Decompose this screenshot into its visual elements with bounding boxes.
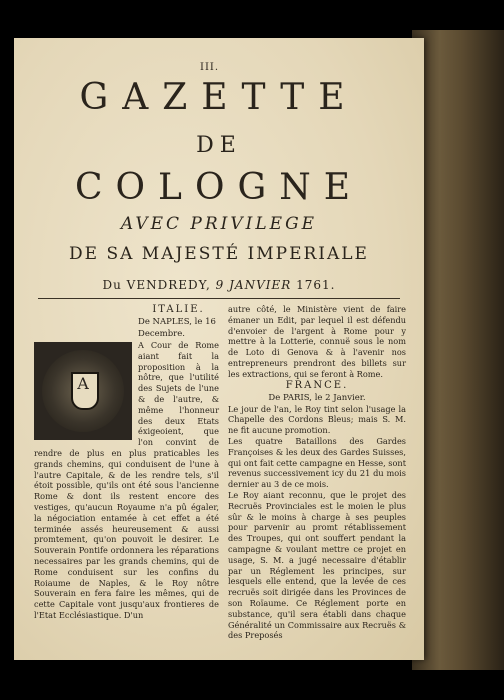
newspaper-page [14, 38, 424, 660]
date-day: 9 JANVIER [215, 278, 292, 292]
article-paris-3: Le Roy aiant reconnu, que le projet des Recruës Provinciales est le moien le plus sûr & le moins à charge à ses peuples pour parvenir au promt rétablissement des Troupes, qui ont souffert pendant la campagne & voulant mettre ce projet en usage, S. M. a jugé necessaire d'établir par un Réglement les principes, sur lesquels elle entend, que la levée de ces recruës soit dirigée dans les Provinces de son Roïaume. Ce Réglement porte en substance, qu'il sera établi dans chaque Généralité un Commissaire aux Recruës & des Preposés [228, 489, 406, 641]
article-naples: A Cour de Rome aiant fait la proposition à la nôtre, que l'utilité des Sujets de l'une & de l'autre, & même l'honneur des deux Etats éxigeoient, que l'on convint de rendre de plus en plus praticables les grands chemins, qui conduisent de l'une à l'autre Capitale, & de les rendre tels, s'il étoit possible, qu'ils ont été sous l'ancienne Rome & dont ils restent encore des vestiges, qu'aucun Royaume n'a pû égaler, la négociation entamée à cet effet a été terminée assés heureusement & aussi promtement, qu'on pouvoit le desirer. Le Souverain Pontife ordonnera les réparations necessaires par les grands chemins, qui de Rome conduisent sur les confins du Roiaume de Naples, & le Roy nôtre Souverain en fera faire les mêmes, qui de cette Capitale vont jusqu'aux frontieres de l'Etat Ecclésiastique. D'un [34, 340, 219, 620]
title-cologne: COLOGNE [74, 167, 363, 208]
initial-letter: A [77, 374, 89, 393]
title-gazette: GAZETTE [79, 77, 359, 118]
section-heading-italie: ITALIE. [152, 304, 205, 315]
article-naples-continued: autre côté, le Ministère vient de faire émaner un Edit, par lequel il est défendu d'envoier de l'argent à Rome pour y mettre à la Lotterie, connuë sous le nom de Loto di Genova & à l'avenir nos entrepreneurs prendront des billets sur les extractions, qui se feront à Rome. [228, 304, 406, 379]
article-paris-2: Les quatre Bataillons des Gardes Françoises & les deux des Gardes Suisses, qui ont fait cette campagne en Hesse, sont revenus successivement icy du 21 du mois dernier au 3 de ce mois. [228, 435, 406, 490]
privilege-line: AVEC PRIVILEGE [120, 214, 318, 234]
article-paris-1: Le jour de l'an, le Roy tint selon l'usage la Chapelle des Cordons Bleus; mais S. M. ne fit aucune promotion. [228, 403, 406, 436]
title-de: DE [196, 133, 242, 158]
dateline-paris: De PARIS, le 2 Janvier. [268, 392, 366, 403]
majeste-line: DE SA MAJESTÉ IMPERIALE [69, 244, 369, 264]
issue-date [14, 278, 424, 292]
issue-number: III. [200, 62, 220, 73]
left-column [34, 304, 219, 621]
right-column [228, 304, 406, 641]
date-prefix: Du VENDREDY, [102, 278, 211, 292]
decorated-initial [34, 342, 132, 440]
section-heading-france: FRANCE. [285, 379, 349, 391]
dateline-naples: De NAPLES, le 16 Decembre. [138, 317, 216, 339]
book-spine [412, 30, 504, 670]
date-year: 1761. [296, 278, 336, 292]
header-rule [38, 298, 400, 299]
